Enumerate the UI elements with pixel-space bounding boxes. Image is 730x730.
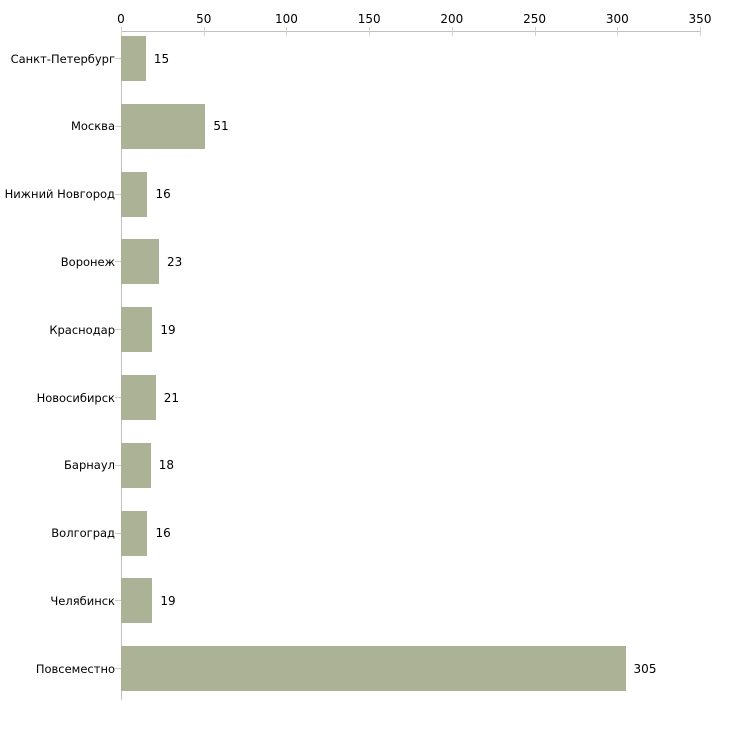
bar-row xyxy=(0,31,706,99)
x-axis-tick-label: 300 xyxy=(605,12,629,26)
value-label: 305 xyxy=(633,661,657,676)
bar-area xyxy=(121,36,700,81)
category-label: Повсеместно xyxy=(35,661,115,676)
bar-row xyxy=(0,506,706,574)
value-label: 18 xyxy=(158,458,175,473)
bar-area xyxy=(121,172,700,217)
bar xyxy=(121,239,159,284)
value-label: 23 xyxy=(167,254,183,269)
bar-row xyxy=(0,438,706,506)
bar-area xyxy=(121,239,700,284)
x-axis-tick-label: 100 xyxy=(274,12,298,26)
bar-row xyxy=(0,641,706,709)
value-label: 16 xyxy=(155,526,171,541)
value-label: 21 xyxy=(163,390,180,405)
bar xyxy=(121,646,626,691)
bar-area xyxy=(121,511,700,556)
bar-area xyxy=(121,443,700,488)
value-label: 19 xyxy=(160,593,176,608)
bar-row xyxy=(0,302,706,370)
value-label: 19 xyxy=(160,322,176,337)
x-axis-tick-label: 0 xyxy=(117,12,125,26)
category-label: Волгоград xyxy=(51,526,115,541)
bar-area xyxy=(121,578,700,623)
bar xyxy=(121,36,146,81)
bar xyxy=(121,172,147,217)
bar-row xyxy=(0,370,706,438)
bar xyxy=(121,375,156,420)
x-axis-tick-label: 50 xyxy=(196,12,212,26)
bar-area xyxy=(121,375,700,420)
category-label: Москва xyxy=(70,119,115,134)
bar xyxy=(121,443,151,488)
value-label: 16 xyxy=(155,187,171,202)
bar-row xyxy=(0,234,706,302)
category-label: Краснодар xyxy=(49,322,115,337)
value-label: 51 xyxy=(213,119,229,134)
bar-row xyxy=(0,99,706,167)
bar xyxy=(121,307,152,352)
value-label: 15 xyxy=(153,51,170,66)
category-label: Барнаул xyxy=(64,458,115,473)
bar xyxy=(121,104,205,149)
x-axis-tick-label: 250 xyxy=(523,12,547,26)
x-axis-tick-label: 350 xyxy=(688,12,712,26)
bar-area xyxy=(121,307,700,352)
bar-row xyxy=(0,573,706,641)
bar-area xyxy=(121,646,700,691)
x-axis-tick-label: 200 xyxy=(440,12,464,26)
category-label: Нижний Новгород xyxy=(4,187,115,202)
bar xyxy=(121,578,152,623)
bar-row xyxy=(0,167,706,235)
bar-area xyxy=(121,104,700,149)
category-label: Воронеж xyxy=(60,254,115,269)
bar xyxy=(121,511,147,556)
category-label: Новосибирск xyxy=(36,390,115,405)
category-label: Санкт-Петербург xyxy=(10,51,115,66)
x-axis-tick-label: 150 xyxy=(357,12,381,26)
category-label: Челябинск xyxy=(50,593,115,608)
